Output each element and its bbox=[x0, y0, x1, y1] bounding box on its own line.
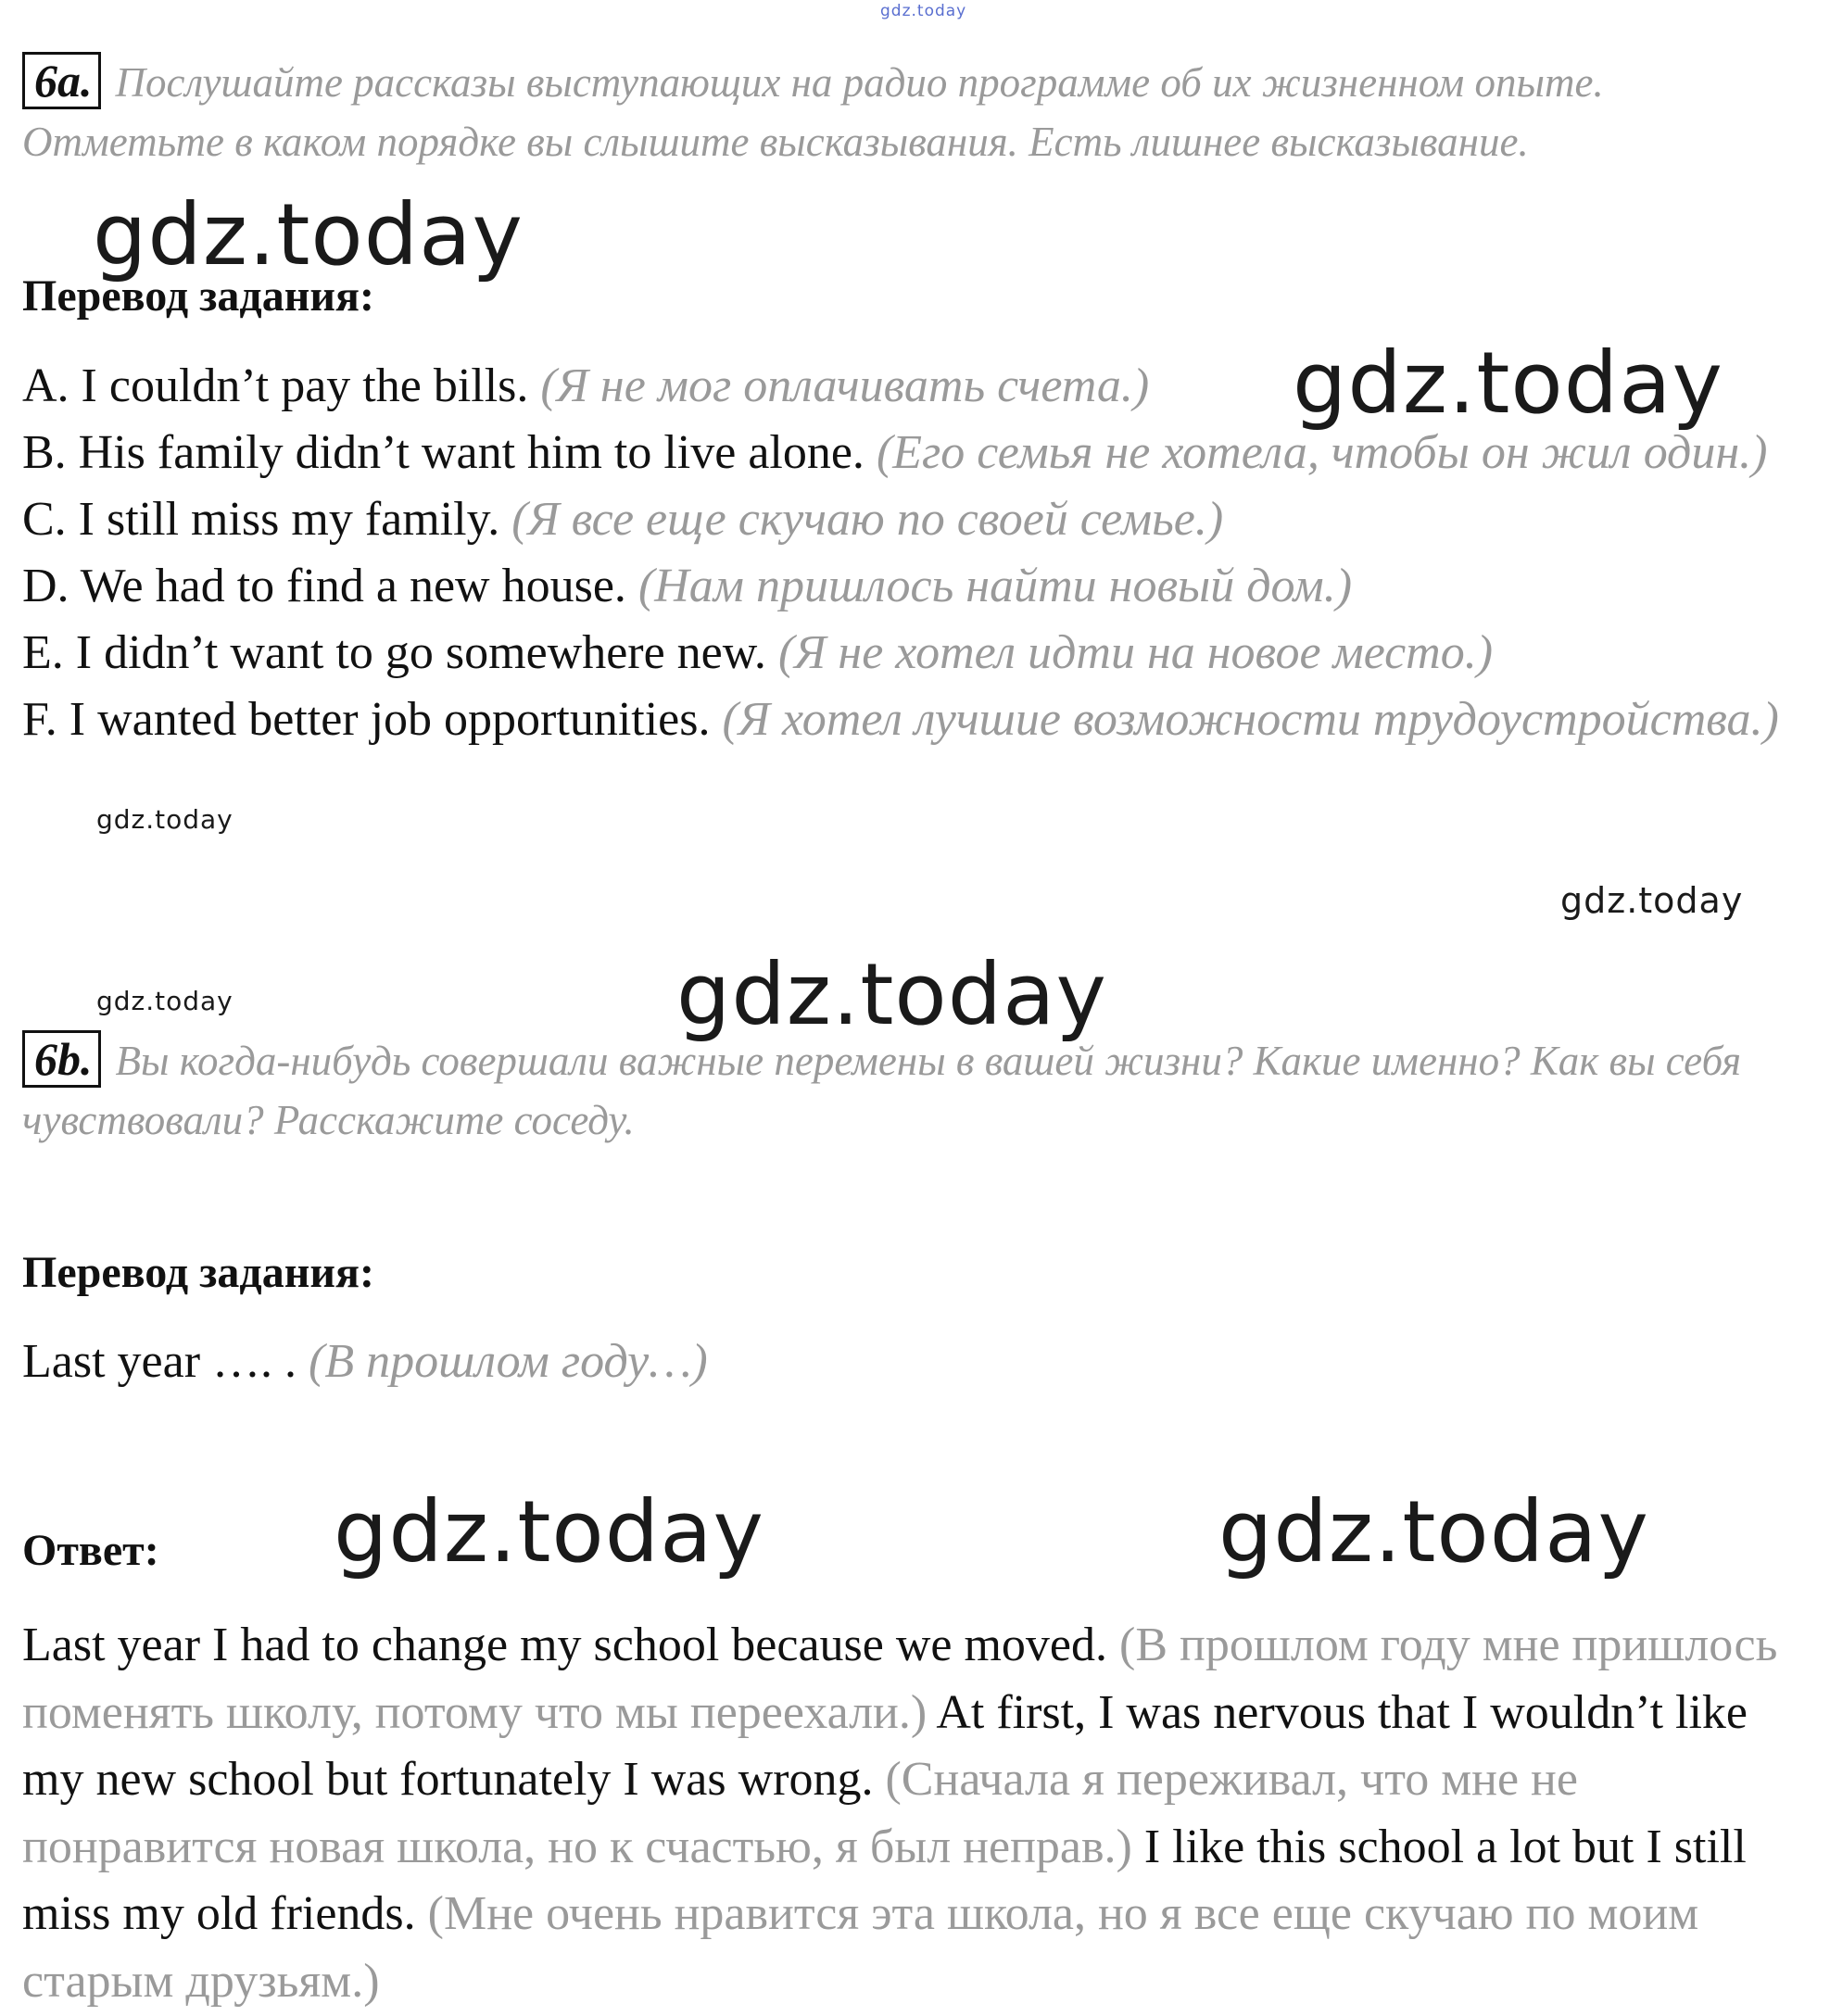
exercise-6b-task-text: Вы когда-нибудь совершали важные перемены в вашей жизни? Какие именно? Как вы себя чувствовали? Расскажите соседу. bbox=[22, 1038, 1741, 1143]
exercise-6b-heading: Перевод задания: bbox=[22, 1248, 374, 1297]
item-text: C. I still miss my family. bbox=[22, 493, 500, 546]
watermark: gdz.today bbox=[676, 945, 1107, 1044]
item-text: E. I didn’t want to go somewhere new. bbox=[22, 626, 766, 679]
watermark: gdz.today bbox=[1218, 1482, 1649, 1581]
list-item bbox=[22, 420, 1811, 486]
item-text: B. His family didn’t want him to live alone. bbox=[22, 426, 865, 479]
item-translation: (Нам пришлось найти новый дом.) bbox=[637, 560, 1353, 612]
item-text: F. I wanted better job opportunities. bbox=[22, 693, 711, 746]
exercise-6b-number: 6b. bbox=[22, 1030, 101, 1088]
exercise-6b-task bbox=[22, 1030, 1811, 1150]
answer-sentence: At first, I was nervous that I wouldn’t like my new school but fortunately I was wrong. bbox=[22, 1685, 1748, 1806]
exercise-6a-task-text: Послушайте рассказы выступающих на радио программе об их жизненном опыте. Отметьте в каком порядке вы слышите высказывания. Есть лишнее высказывание. bbox=[22, 59, 1604, 165]
watermark: gdz.today bbox=[334, 1482, 764, 1581]
watermark: gdz.today bbox=[93, 185, 524, 284]
item-text: A. I couldn’t pay the bills. bbox=[22, 359, 529, 412]
answer-label: Ответ: bbox=[22, 1526, 159, 1575]
list-item bbox=[22, 553, 1811, 620]
item-text: D. We had to find a new house. bbox=[22, 560, 626, 612]
answer-text bbox=[22, 1612, 1820, 2015]
list-item bbox=[22, 353, 1811, 420]
list-item bbox=[22, 687, 1811, 753]
watermark: gdz.today bbox=[96, 804, 233, 835]
answer-translation: (В прошлом году мне пришлось поменять школу, потому что мы переехали.) bbox=[22, 1619, 1778, 1739]
watermark: gdz.today bbox=[1293, 334, 1723, 433]
watermark: gdz.today bbox=[1560, 880, 1744, 921]
answer-sentence: I like this school a lot but I still miss my old friends. bbox=[22, 1820, 1747, 1940]
item-translation: (Я не мог оплачивать счета.) bbox=[540, 359, 1150, 412]
exercise-6b-prompt bbox=[22, 1329, 708, 1395]
answer-sentence: Last year I had to change my school because we moved. bbox=[22, 1619, 1108, 1671]
item-translation: (Я не хотел идти на новое место.) bbox=[777, 626, 1494, 679]
exercise-6a-task bbox=[22, 52, 1811, 171]
prompt-text: Last year …. . bbox=[22, 1335, 297, 1388]
item-translation: (Его семья не хотела, чтобы он жил один.) bbox=[876, 426, 1768, 479]
exercise-6a-heading: Перевод задания: bbox=[22, 271, 374, 321]
prompt-translation: (В прошлом году…) bbox=[309, 1335, 708, 1388]
item-translation: (Я хотел лучшие возможности трудоустройства.) bbox=[722, 693, 1779, 746]
exercise-6a-items bbox=[22, 353, 1811, 753]
item-translation: (Я все еще скучаю по своей семье.) bbox=[511, 493, 1224, 546]
exercise-6a-number: 6a. bbox=[22, 52, 101, 109]
watermark-top: gdz.today bbox=[880, 2, 967, 20]
answer-translation: (Мне очень нравится эта школа, но я все еще скучаю по моим старым друзьям.) bbox=[22, 1887, 1699, 2008]
watermark: gdz.today bbox=[96, 986, 233, 1016]
list-item bbox=[22, 620, 1811, 687]
list-item bbox=[22, 486, 1811, 553]
answer-translation: (Сначала я переживал, что мне не понравится новая школа, но к счастью, я был неправ.) bbox=[22, 1753, 1578, 1873]
